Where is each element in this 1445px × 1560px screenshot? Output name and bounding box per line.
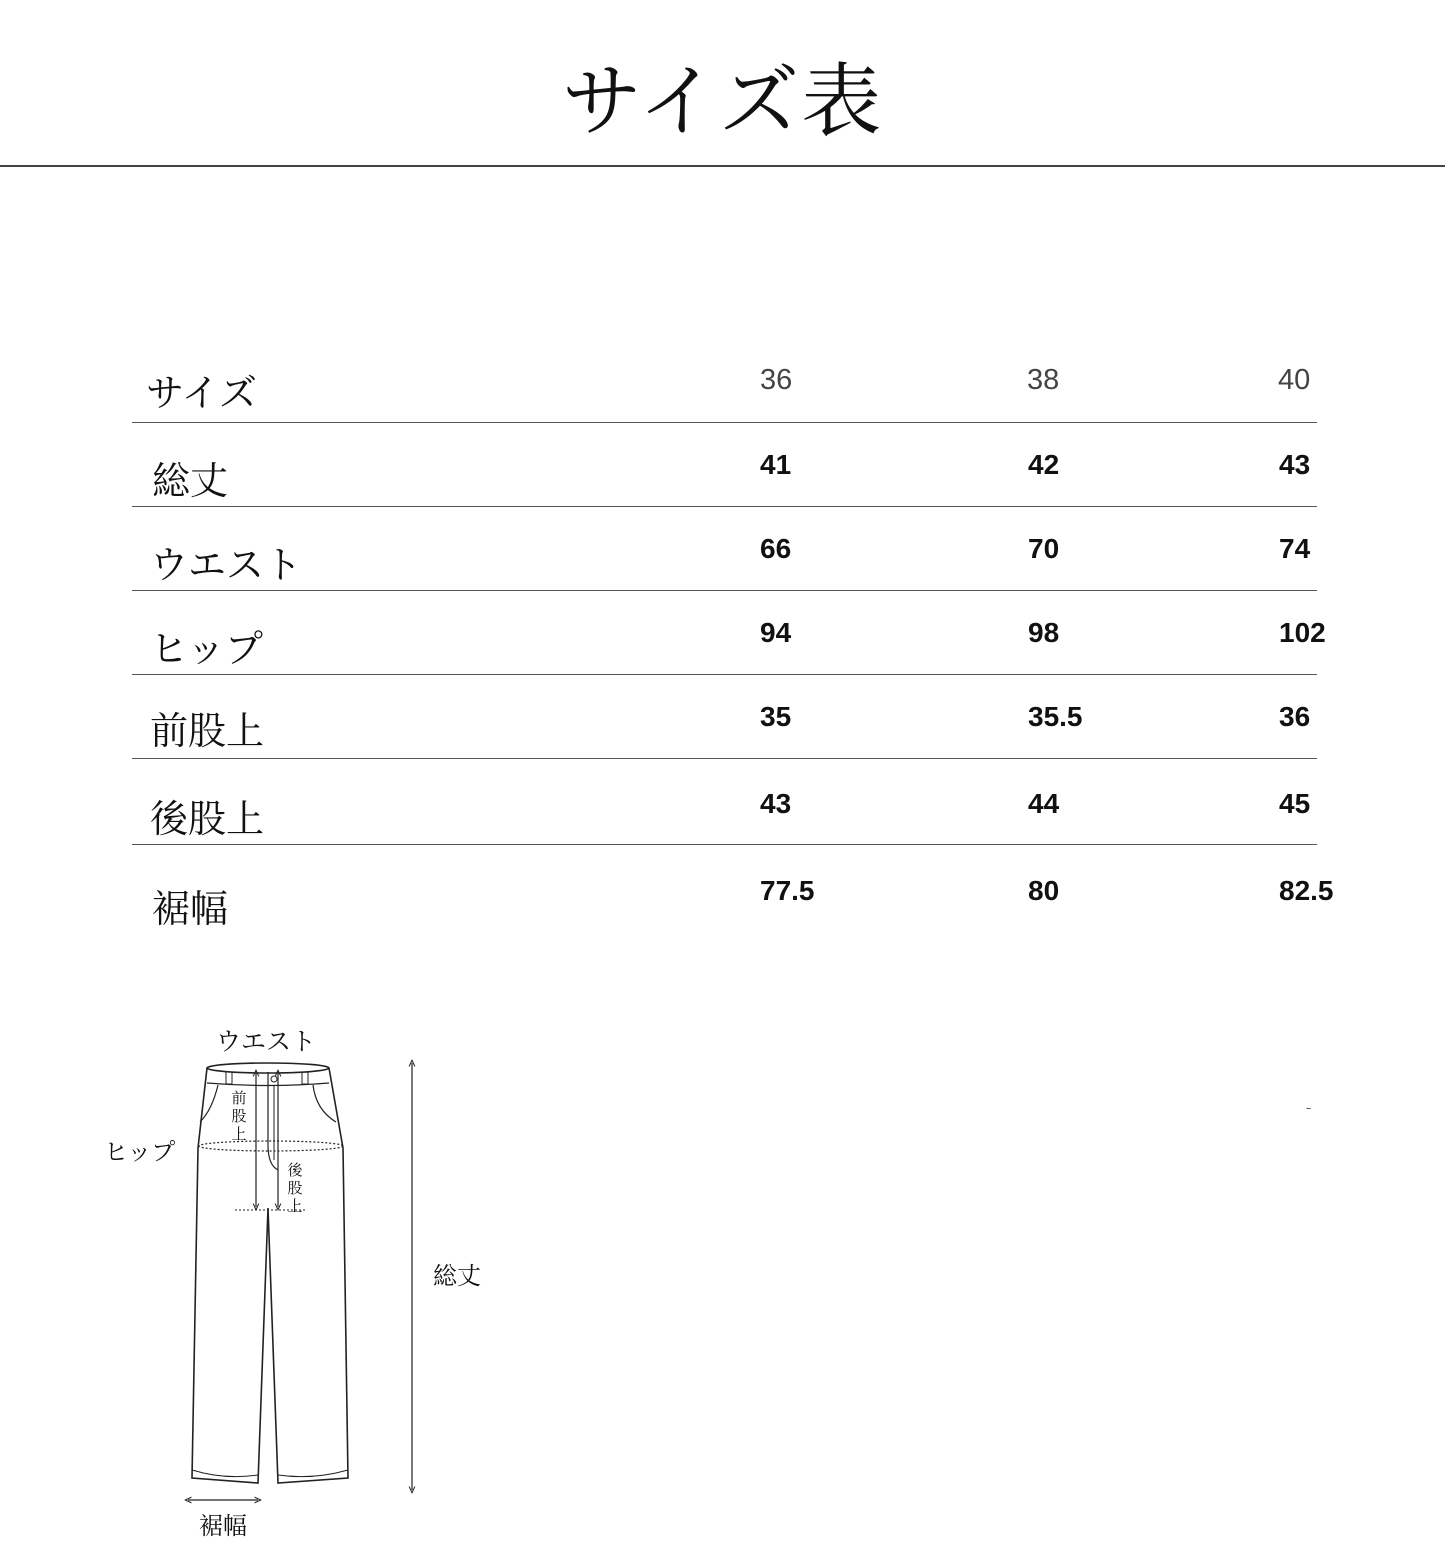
diagram-label-front-rise-2: 股 bbox=[231, 1107, 247, 1125]
header-label: サイズ bbox=[146, 371, 257, 415]
table-cell: 36 bbox=[1279, 701, 1311, 732]
page-title: サイズ表 bbox=[561, 55, 884, 148]
row-divider bbox=[132, 844, 1317, 845]
diagram-label-front-rise-3: 上 bbox=[231, 1125, 247, 1143]
row-label-hem-width: 裾幅 bbox=[152, 887, 229, 931]
diagram-label-waist: ウエスト bbox=[215, 1027, 317, 1056]
diagram-label-back-rise-1: 後 bbox=[287, 1161, 303, 1179]
table-cell: 80 bbox=[1028, 875, 1060, 906]
title-divider bbox=[0, 165, 1445, 167]
table-cell: 74 bbox=[1279, 533, 1311, 564]
size-40: 40 bbox=[1278, 364, 1311, 396]
pants-outline-icon bbox=[192, 1063, 348, 1483]
diagram-label-front-rise-1: 前 bbox=[231, 1089, 247, 1107]
row-divider bbox=[132, 506, 1317, 507]
row-label-waist: ウエスト bbox=[150, 543, 303, 587]
row-label-back-rise: 後股上 bbox=[150, 797, 265, 841]
row-divider bbox=[132, 422, 1317, 423]
diagram-label-hip: ヒップ bbox=[104, 1138, 176, 1166]
row-divider bbox=[132, 590, 1317, 591]
table-cell: 82.5 bbox=[1279, 875, 1334, 906]
size-36: 36 bbox=[760, 364, 793, 396]
row-label-hip: ヒップ bbox=[150, 627, 263, 671]
table-cell: 35 bbox=[760, 701, 792, 732]
table-cell: 43 bbox=[760, 788, 792, 819]
row-divider bbox=[132, 674, 1317, 675]
row-divider bbox=[132, 758, 1317, 759]
table-cell: 44 bbox=[1028, 788, 1060, 819]
table-cell: 43 bbox=[1279, 449, 1311, 480]
pants-measurement-diagram bbox=[0, 1010, 600, 1560]
table-cell: 94 bbox=[760, 617, 792, 648]
table-cell: 42 bbox=[1028, 449, 1060, 480]
diagram-label-hem-width: 裾幅 bbox=[199, 1512, 247, 1540]
table-cell: 70 bbox=[1028, 533, 1060, 564]
diagram-label-back-rise-2: 股 bbox=[287, 1179, 303, 1197]
size-38: 38 bbox=[1027, 364, 1060, 396]
stray-mark: ｰ bbox=[1306, 1104, 1311, 1115]
row-label-total-length: 総丈 bbox=[152, 459, 229, 503]
table-cell: 77.5 bbox=[760, 875, 815, 906]
table-cell: 45 bbox=[1279, 788, 1311, 819]
row-label-front-rise: 前股上 bbox=[150, 709, 265, 753]
table-cell: 66 bbox=[760, 533, 792, 564]
table-cell: 98 bbox=[1028, 617, 1060, 648]
diagram-label-back-rise-3: 上 bbox=[287, 1197, 303, 1215]
table-cell: 41 bbox=[760, 449, 792, 480]
table-cell: 35.5 bbox=[1028, 701, 1083, 732]
table-cell: 102 bbox=[1279, 617, 1326, 648]
diagram-label-total-length: 総丈 bbox=[433, 1262, 481, 1290]
